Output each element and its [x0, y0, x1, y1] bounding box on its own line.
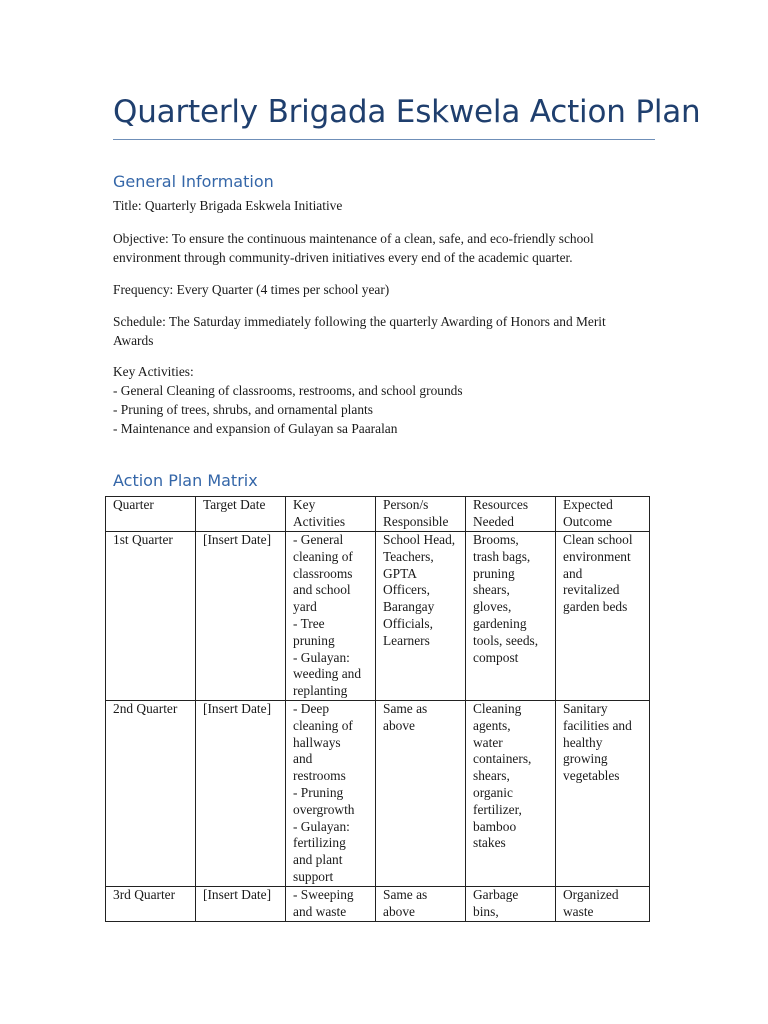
cell-text-line: Organized [563, 886, 619, 902]
objective-line: environment through community-driven initiatives every end of the academic quarter. [113, 250, 573, 265]
action-plan-matrix-heading: Action Plan Matrix [113, 471, 258, 490]
header-cell-quarter [106, 497, 196, 532]
cell-text-line: and plant [293, 852, 343, 868]
cell-quarter [106, 532, 196, 701]
cell-expected-outcome [556, 532, 650, 701]
cell-text-line: Garbage [473, 886, 519, 902]
cell-text-line: support [293, 868, 334, 884]
cell-text-line: and [293, 751, 313, 767]
table-header-row [106, 497, 650, 532]
cell-text-line: compost [473, 649, 519, 665]
cell-text-line: - Tree [293, 615, 325, 631]
cell-text-line: containers, [473, 751, 532, 767]
cell-text-line: revitalized [563, 582, 620, 598]
cell-target-date [196, 886, 286, 921]
cell-text-line: Barangay [383, 599, 435, 615]
title-paragraph [113, 196, 658, 215]
cell-text-line: Cleaning [473, 700, 522, 716]
cell-text-line: classrooms [293, 565, 353, 581]
cell-text-line: Brooms, [473, 532, 519, 547]
cell-target-date [196, 532, 286, 701]
cell-text-line: [Insert Date] [203, 700, 272, 716]
cell-text-line: stakes [473, 835, 506, 851]
cell-text-line: 1st Quarter [113, 532, 173, 547]
cell-text-line: - Deep [293, 700, 330, 716]
cell-text-line: School Head, [383, 532, 456, 547]
schedule-line: Schedule: The Saturday immediately following the quarterly Awarding of Honors and Merit [113, 314, 606, 329]
cell-key-activities [286, 532, 376, 701]
cell-text-line: fertilizing [293, 835, 346, 851]
cell-text-line: restrooms [293, 768, 346, 784]
cell-text-line: fertilizer, [473, 801, 522, 817]
cell-text-line: Expected [563, 497, 613, 512]
cell-text-line: Teachers, [383, 548, 434, 564]
cell-resources-needed [466, 700, 556, 886]
cell-text-line: [Insert Date] [203, 532, 272, 547]
cell-text-line: bins, [473, 903, 499, 919]
cell-text-line: replanting [293, 683, 348, 699]
cell-text-line: Outcome [563, 513, 613, 529]
cell-text-line: weeding and [293, 666, 362, 682]
cell-text-line: hallways [293, 734, 341, 750]
cell-text-line: Same as [383, 700, 428, 716]
cell-text-line: shears, [473, 768, 510, 784]
cell-text-line: waste [563, 903, 594, 919]
objective-paragraph [113, 229, 658, 267]
cell-text-line: cleaning of [293, 717, 353, 733]
cell-text-line: garden beds [563, 599, 628, 615]
page-title: Quarterly Brigada Eskwela Action Plan [113, 94, 701, 130]
cell-text-line: - Sweeping [293, 886, 354, 902]
cell-text-line: organic [473, 784, 513, 800]
header-cell-expected-outcome [556, 497, 650, 532]
cell-target-date [196, 700, 286, 886]
cell-text-line: Responsible [383, 513, 449, 529]
cell-text-line: Same as [383, 886, 428, 902]
frequency-line: Frequency: Every Quarter (4 times per school year) [113, 282, 390, 297]
header-cell-resources-needed [466, 497, 556, 532]
schedule-line: Awards [113, 333, 154, 348]
header-cell-target-date [196, 497, 286, 532]
cell-persons-responsible [376, 886, 466, 921]
cell-text-line: Officers, [383, 582, 430, 598]
cell-expected-outcome [556, 886, 650, 921]
title-divider [113, 139, 655, 140]
cell-text-line: GPTA [383, 565, 417, 581]
action-plan-table [105, 496, 650, 922]
cell-text-line: Sanitary [563, 700, 608, 716]
cell-text-line: Needed [473, 513, 514, 529]
cell-text-line: - Gulayan: [293, 818, 350, 834]
cell-text-line: trash bags, [473, 548, 531, 564]
cell-text-line: above [383, 903, 415, 919]
title-line: Title: Quarterly Brigada Eskwela Initiative [113, 198, 343, 213]
header-cell-persons-responsible [376, 497, 466, 532]
cell-text-line: Officials, [383, 615, 433, 631]
cell-text-line: Learners [383, 632, 430, 648]
cell-text-line: water [473, 734, 503, 750]
objective-line: Objective: To ensure the continuous maintenance of a clean, safe, and eco-friendly school [113, 231, 594, 246]
general-information-heading: General Information [113, 172, 274, 191]
table-row [106, 700, 650, 886]
header-cell-key-activities [286, 497, 376, 532]
cell-text-line: [Insert Date] [203, 886, 272, 902]
cell-text-line: Resources [473, 497, 529, 512]
cell-text-line: bamboo [473, 818, 517, 834]
cell-text-line: - Pruning [293, 784, 344, 800]
frequency-paragraph [113, 280, 658, 299]
cell-key-activities [286, 886, 376, 921]
cell-text-line: gloves, [473, 599, 512, 615]
cell-text-line: Quarter [113, 497, 154, 512]
cell-text-line: growing [563, 751, 608, 767]
table-row [106, 532, 650, 701]
key-activities-line: - Maintenance and expansion of Gulayan sa Paaralan [113, 421, 398, 436]
cell-text-line: - Gulayan: [293, 649, 350, 665]
cell-text-line: and school [293, 582, 351, 598]
cell-text-line: 2nd Quarter [113, 700, 178, 716]
table-row [106, 886, 650, 921]
key-activities-line: Key Activities: [113, 364, 194, 379]
cell-text-line: Activities [293, 513, 346, 529]
cell-text-line: and [563, 565, 583, 581]
cell-key-activities [286, 700, 376, 886]
cell-text-line: overgrowth [293, 801, 355, 817]
schedule-paragraph [113, 312, 658, 350]
cell-text-line: tools, seeds, [473, 632, 539, 648]
cell-text-line: environment [563, 548, 631, 564]
key-activities-line: - General Cleaning of classrooms, restrooms, and school grounds [113, 383, 463, 398]
cell-text-line: Clean school [563, 532, 633, 547]
cell-resources-needed [466, 886, 556, 921]
cell-text-line: Target Date [203, 497, 266, 512]
cell-text-line: pruning [473, 565, 515, 581]
key-activities-paragraph [113, 362, 658, 438]
cell-text-line: shears, [473, 582, 510, 598]
cell-text-line: 3rd Quarter [113, 886, 176, 902]
cell-expected-outcome [556, 700, 650, 886]
cell-text-line: yard [293, 599, 317, 615]
action-plan-table-body [106, 497, 650, 922]
key-activities-line: - Pruning of trees, shrubs, and ornamental plants [113, 402, 373, 417]
cell-text-line: Key [293, 497, 316, 512]
cell-text-line: Person/s [383, 497, 429, 512]
cell-persons-responsible [376, 700, 466, 886]
cell-quarter [106, 886, 196, 921]
cell-text-line: cleaning of [293, 548, 353, 564]
cell-persons-responsible [376, 532, 466, 701]
cell-text-line: gardening [473, 615, 527, 631]
cell-resources-needed [466, 532, 556, 701]
cell-text-line: - General [293, 532, 344, 547]
cell-text-line: and waste [293, 903, 347, 919]
cell-text-line: agents, [473, 717, 511, 733]
cell-text-line: pruning [293, 632, 335, 648]
cell-text-line: above [383, 717, 415, 733]
cell-quarter [106, 700, 196, 886]
cell-text-line: facilities and [563, 717, 632, 733]
cell-text-line: vegetables [563, 768, 620, 784]
cell-text-line: healthy [563, 734, 603, 750]
